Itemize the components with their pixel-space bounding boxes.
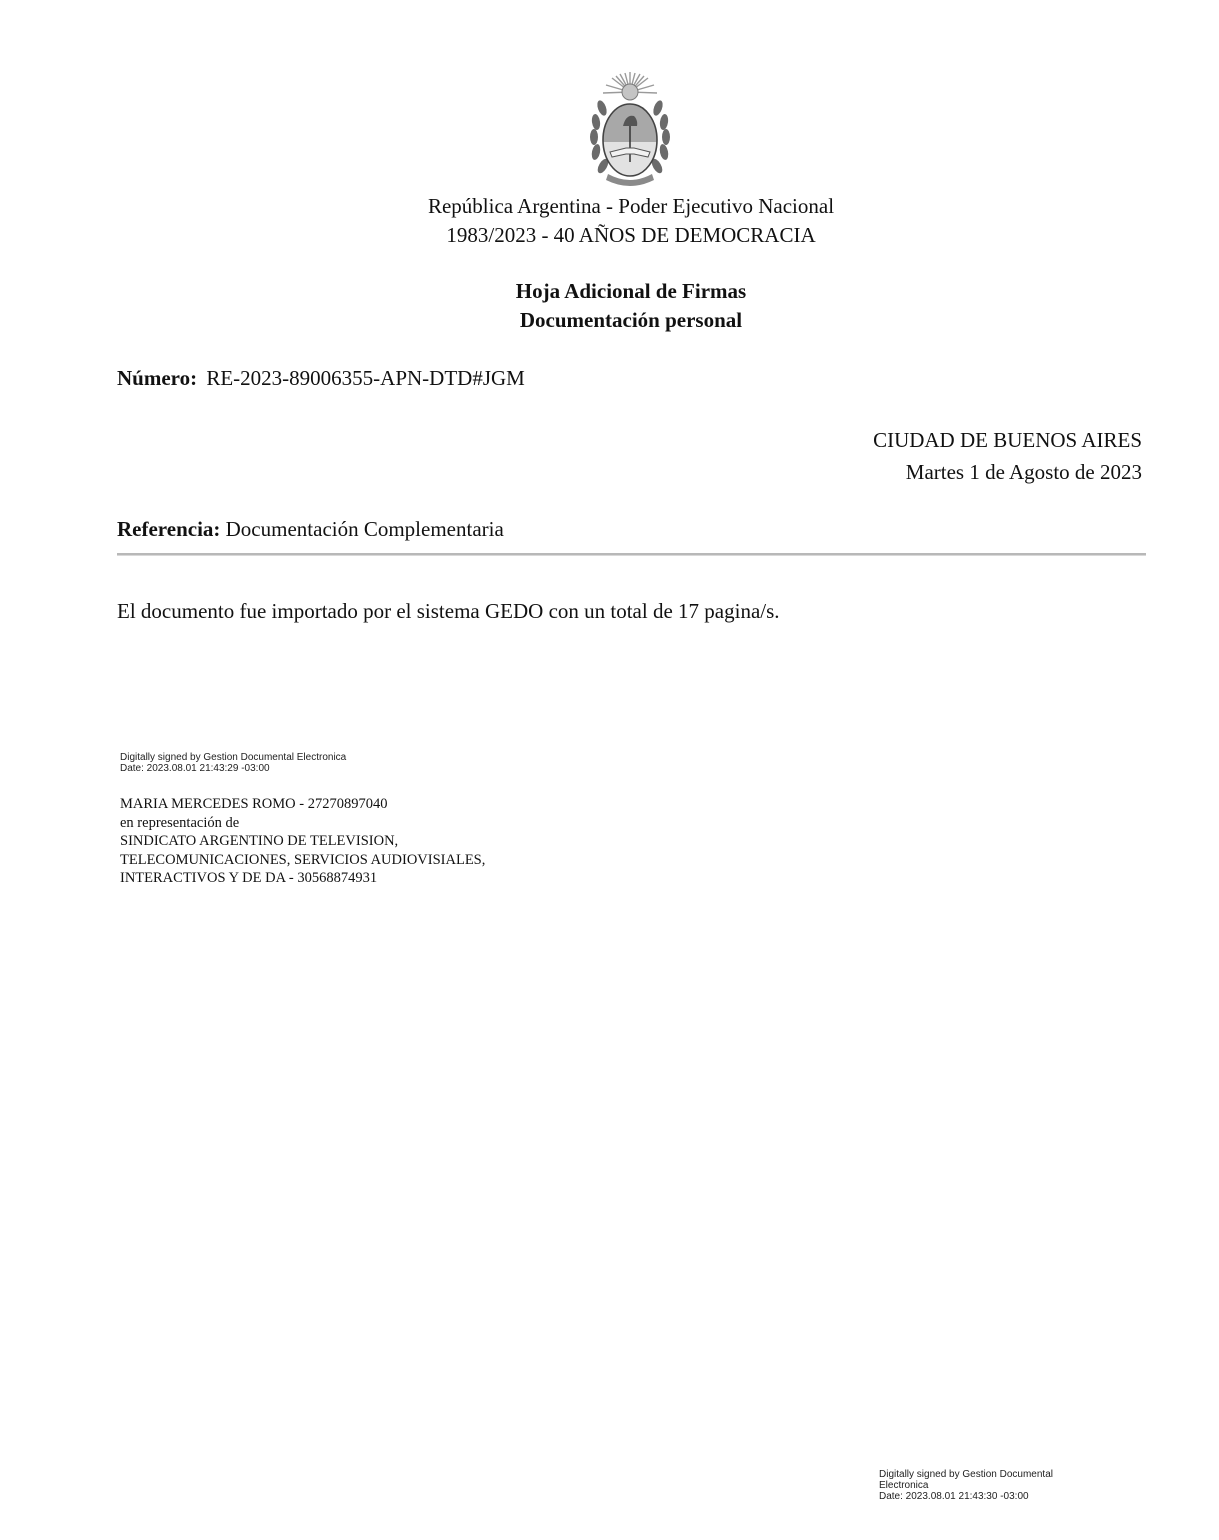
body-text: El documento fue importado por el sistema GEDO con un total de 17 pagina/s. <box>117 599 780 623</box>
numero-field <box>117 364 525 392</box>
numero-value: RE-2023-89006355-APN-DTD#JGM <box>206 366 525 390</box>
header-line-1: República Argentina - Poder Ejecutivo Nacional <box>427 194 835 218</box>
digital-signature-stamp-2 <box>879 1469 1053 1502</box>
coat-of-arms-icon <box>582 68 678 194</box>
referencia-value: Documentación Complementaria <box>225 517 504 541</box>
signer-block <box>120 795 485 888</box>
signature-2-line-2: Electronica <box>879 1480 929 1491</box>
signature-1-line-2: Date: 2023.08.01 21:43:29 -03:00 <box>120 763 270 774</box>
document-title: Hoja Adicional de Firmas <box>515 279 747 303</box>
document-subtitle: Documentación personal <box>519 308 743 332</box>
signer-organization-1: SINDICATO ARGENTINO DE TELEVISION, <box>120 833 399 849</box>
divider <box>117 553 1146 556</box>
referencia-label: Referencia: <box>117 517 221 541</box>
place: CIUDAD DE BUENOS AIRES <box>873 428 1142 452</box>
signer-name: MARIA MERCEDES ROMO - 27270897040 <box>120 796 388 812</box>
signature-1-line-1: Digitally signed by Gestion Documental Electronica <box>120 752 347 763</box>
signer-organization-3: INTERACTIVOS Y DE DA - 30568874931 <box>120 870 378 886</box>
signature-2-line-1: Digitally signed by Gestion Documental <box>879 1469 1053 1480</box>
signer-representation: en representación de <box>120 814 240 831</box>
signature-2-line-3: Date: 2023.08.01 21:43:30 -03:00 <box>879 1491 1029 1502</box>
date: Martes 1 de Agosto de 2023 <box>905 460 1142 484</box>
digital-signature-stamp-1 <box>120 752 346 774</box>
referencia-field <box>117 515 504 543</box>
header-line-2: 1983/2023 - 40 AÑOS DE DEMOCRACIA <box>446 223 816 247</box>
numero-label: Número: <box>117 366 198 390</box>
signer-organization-2: TELECOMUNICACIONES, SERVICIOS AUDIOVISIALES, <box>120 851 486 868</box>
